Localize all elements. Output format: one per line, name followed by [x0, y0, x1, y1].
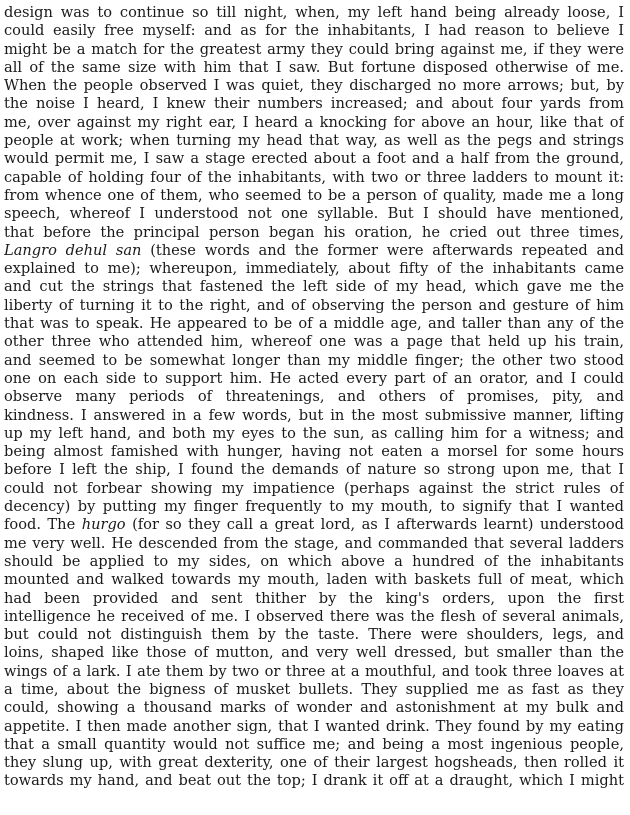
- text-line: [4, 370, 624, 388]
- text-line: [4, 150, 624, 168]
- text-line: [4, 407, 624, 425]
- text-run: (these words and the former were afterwards repeated and: [141, 241, 624, 259]
- text-run: that before the principal person began his oration, he cried out three times,: [4, 223, 624, 241]
- document-page: [4, 4, 624, 791]
- text-line: [4, 681, 624, 699]
- text-line: [4, 187, 624, 205]
- text-run: speech, whereof I understood not one syllable. But I should have mentioned,: [4, 205, 624, 223]
- text-line: [4, 278, 624, 296]
- text-run: could not forbear showing my impatience (perhaps against the strict rules of: [4, 479, 624, 497]
- text-run: before I left the ship, I found the demands of nature so strong upon me, that I: [4, 461, 624, 479]
- text-line: [4, 260, 624, 278]
- text-run: that was to speak. He appeared to be of a middle age, and taller than any of the: [4, 315, 624, 333]
- text-run: had been provided and sent thither by the king's orders, upon the first: [4, 589, 624, 607]
- text-line: [4, 77, 624, 95]
- text-line: [4, 498, 624, 516]
- text-run: me, over against my right ear, I heard a knocking for above an hour, like that of: [4, 113, 624, 131]
- text-run: liberty of turning it to the right, and of observing the person and gesture of him: [4, 296, 624, 314]
- text-run: and seemed to be somewhat longer than my middle finger; the other two stood: [4, 351, 624, 369]
- italic-phrase: Langro dehul san: [4, 241, 142, 259]
- text-line: [4, 224, 624, 242]
- text-run: loins, shaped like those of mutton, and very well dressed, but smaller than the: [4, 644, 624, 662]
- text-line: [4, 333, 624, 351]
- text-line: [4, 4, 624, 22]
- text-run: the noise I heard, I knew their numbers increased; and about four yards from: [4, 95, 624, 113]
- text-line: [4, 535, 624, 553]
- text-run: could easily free myself: and as for the inhabitants, I had reason to believe I: [4, 22, 624, 40]
- text-run: people at work; when turning my head that way, as well as the pegs and strings: [4, 132, 624, 150]
- text-run: from whence one of them, who seemed to be a person of quality, made me a long: [4, 186, 624, 204]
- text-line: [4, 22, 624, 40]
- text-run: might be a match for the greatest army they could bring against me, if they were: [4, 40, 624, 58]
- text-run: could, showing a thousand marks of wonder and astonishment at my bulk and: [4, 699, 624, 717]
- text-run: me very well. He descended from the stage, and commanded that several ladders: [4, 534, 624, 552]
- text-run: should be applied to my sides, on which above a hundred of the inhabitants: [4, 552, 624, 570]
- text-line: [4, 297, 624, 315]
- text-line: [4, 443, 624, 461]
- text-line: [4, 315, 624, 333]
- text-run: towards my hand, and beat out the top; I drank it off at a draught, which I might: [4, 772, 624, 790]
- text-line: [4, 699, 624, 717]
- text-line: [4, 352, 624, 370]
- text-run: wings of a lark. I ate them by two or three at a mouthful, and took three loaves at: [4, 662, 624, 680]
- text-line: [4, 644, 624, 662]
- text-line: [4, 95, 624, 113]
- text-run: up my left hand, and both my eyes to the sun, as calling him for a witness; and: [4, 424, 624, 442]
- text-run: one on each side to support him. He acted every part of an orator, and I could: [4, 369, 624, 387]
- text-run: When the people observed I was quiet, they discharged no more arrows; but, by: [4, 77, 624, 95]
- text-line: [4, 59, 624, 77]
- text-line: [4, 516, 624, 534]
- text-line: [4, 480, 624, 498]
- text-line: [4, 461, 624, 479]
- text-run: mounted and walked towards my mouth, laden with baskets full of meat, which: [4, 571, 624, 589]
- text-line: [4, 754, 624, 772]
- text-line: [4, 571, 624, 589]
- text-run: a time, about the bigness of musket bullets. They supplied me as fast as they: [4, 680, 624, 698]
- text-line: [4, 663, 624, 681]
- text-run: appetite. I then made another sign, that I wanted drink. They found by my eating: [4, 717, 624, 735]
- text-run: other three who attended him, whereof one was a page that held up his train,: [4, 333, 624, 351]
- text-line: [4, 41, 624, 59]
- text-line: [4, 553, 624, 571]
- text-line: [4, 388, 624, 406]
- text-run: decency) by putting my finger frequently to my mouth, to signify that I wanted: [4, 498, 624, 516]
- text-run: observe many periods of threatenings, and others of promises, pity, and: [4, 388, 624, 406]
- text-line: [4, 736, 624, 754]
- text-line: [4, 590, 624, 608]
- text-run: intelligence he received of me. I observed there was the flesh of several animals,: [4, 607, 624, 625]
- text-line: [4, 718, 624, 736]
- text-run: kindness. I answered in a few words, but in the most submissive manner, lifting: [4, 406, 624, 424]
- text-run: they slung up, with great dexterity, one of their largest hogsheads, then rolled it: [4, 754, 624, 772]
- text-line: [4, 242, 624, 260]
- text-run: would permit me, I saw a stage erected about a foot and a half from the ground,: [4, 150, 624, 168]
- text-run: all of the same size with him that I saw. But fortune disposed otherwise of me.: [4, 58, 624, 76]
- text-run: (for so they call a great lord, as I afterwards learnt) understood: [125, 516, 624, 534]
- text-line: [4, 114, 624, 132]
- text-line: [4, 772, 624, 790]
- text-run: that a small quantity would not suffice me; and being a most ingenious people,: [4, 735, 624, 753]
- text-run: but could not distinguish them by the taste. There were shoulders, legs, and: [4, 626, 624, 644]
- text-line: [4, 205, 624, 223]
- italic-phrase: hurgo: [81, 516, 126, 534]
- text-run: being almost famished with hunger, having not eaten a morsel for some hours: [4, 443, 624, 461]
- text-run: design was to continue so till night, when, my left hand being already loose, I: [4, 4, 624, 21]
- text-run: food. The: [4, 516, 82, 534]
- text-line: [4, 425, 624, 443]
- text-run: and cut the strings that fastened the left side of my head, which gave me the: [4, 278, 624, 296]
- text-line: [4, 626, 624, 644]
- text-line: [4, 169, 624, 187]
- text-run: capable of holding four of the inhabitants, with two or three ladders to mount it:: [4, 168, 624, 186]
- text-line: [4, 608, 624, 626]
- text-line: [4, 132, 624, 150]
- text-run: explained to me); whereupon, immediately, about fifty of the inhabitants came: [4, 260, 624, 278]
